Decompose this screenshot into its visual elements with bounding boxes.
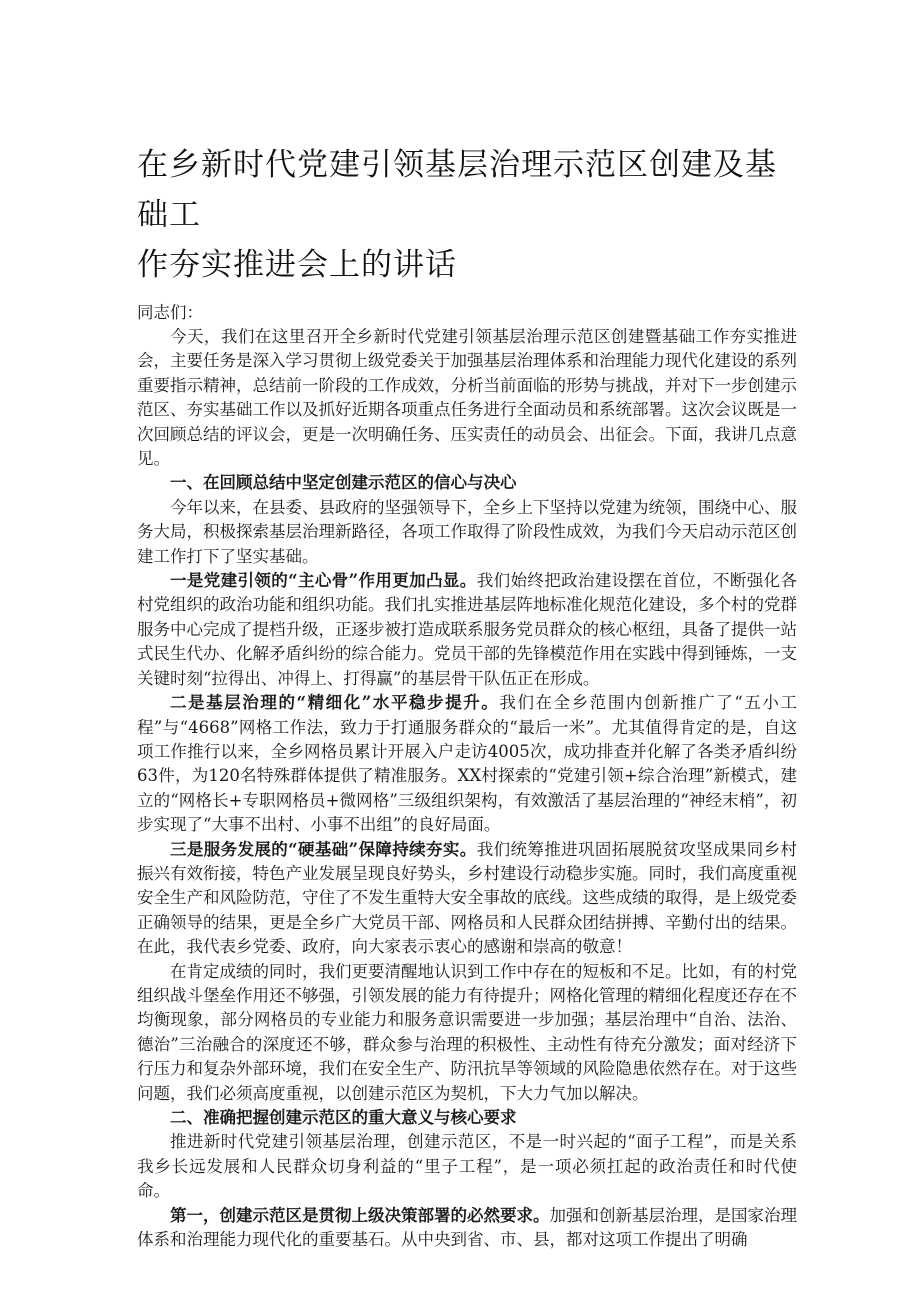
point-3-body: 我们统筹推进巩固拓展脱贫攻坚成果同乡村振兴有效衔接，特色产业发展呈现良好势头，乡村建设行动稳步实施。同时，我们高度重视安全生产和风险防范，守住了不发生重特大安全事故的底线。这些成绩的取得，是上级党委正确领导的结果，更是全乡广大党员干部、网格员和人民群众团结拼搏、辛勤付出的结果。在此，我代表乡党委、政府，向大家表示衷心的感谢和崇高的敬意！ [137, 839, 798, 957]
section-1-intro: 今年以来，在县委、县政府的坚强领导下，全乡上下坚持以党建为统领，围绕中心、服务大局，积极探索基层治理新路径，各项工作取得了阶段性成效，为我们今天启动示范区创建工作打下了坚实基础。 [137, 497, 797, 566]
intro-paragraph: 今天，我们在这里召开全乡新时代党建引领基层治理示范区创建暨基础工作夯实推进会，主要任务是深入学习贯彻上级党委关于加强基层治理体系和治理能力现代化建设的系列重要指示精神，总结前一阶段的工作成效，分析当前面临的形势与挑战，并对下一步创建示范区、夯实基础工作以及抓好近期各项重点任务进行全面动员和系统部署。这次会议既是一次回顾总结的评议会，更是一次明确任务、压实责任的动员会、出征会。下面，我讲几点意见。 [137, 327, 797, 469]
first-point-lead: 第一，创建示范区是贯彻上级决策部署的必然要求。 [170, 1205, 550, 1225]
paragraph-point-1 [137, 569, 797, 691]
paragraph-point-2 [137, 691, 797, 837]
point-2-lead: 二是基层治理的“精细化”水平稳步提升。 [170, 693, 500, 713]
salutation: 同志们： [137, 303, 203, 322]
section-2-intro: 推进新时代党建引领基层治理，创建示范区，不是一时兴起的“面子工程”，而是关系我乡长远发展和人民群众切身利益的“里子工程”，是一项必须扛起的政治责任和时代使命。 [137, 1132, 797, 1201]
paragraph-first-point [137, 1204, 797, 1253]
paragraph-point-3 [137, 838, 797, 960]
shortcomings-paragraph: 在肯定成绩的同时，我们更要清醒地认识到工作中存在的短板和不足。比如，有的村党组织战斗堡垒作用还不够强，引领发展的能力有待提升；网格化管理的精细化程度还存在不均衡现象，部分网格员的专业能力和服务意识需要进一步加强；基层治理中“自治、法治、德治”三治融合的深度还不够，群众参与治理的积极性、主动性有待充分激发；面对经济下行压力和复杂外部环境，我们在安全生产、防汛抗旱等领域的风险隐患依然存在。对于这些问题，我们必须高度重视，以创建示范区为契机，下大力气加以解决。 [137, 961, 797, 1103]
section-1-heading: 一、在回顾总结中坚定创建示范区的信心与决心 [170, 473, 517, 493]
document-title [137, 140, 797, 290]
title-line-1: 在乡新时代党建引领基层治理示范区创建及基础工 [137, 147, 777, 233]
first-point-body: 加强和创新基层治理，是国家治理体系和治理能力现代化的重要基石。从中央到省、市、县，都对这项工作提出了明确 [137, 1205, 797, 1250]
title-line-2: 作夯实推进会上的讲话 [137, 247, 457, 283]
point-3-lead: 三是服务发展的“硬基础”保障持续夯实。 [170, 839, 477, 859]
point-2-body: 我们在全乡范围内创新推广了“五小工程”与“4668”网格工作法，致力于打通服务群众的“最后一米”。尤其值得肯定的是，自这项工作推行以来，全乡网格员累计开展入户走访4005次，成功排查并化解了各类矛盾纠纷63件，为120名特殊群体提供了精准服务。XX村探索的“党建引领+综合治理”新模式，建立的“网格长+专职网格员+微网格”三级组织架构，有效激活了基层治理的“神经末梢”，初步实现了“大事不出村、小事不出组”的良好局面。 [137, 693, 798, 835]
section-2-heading: 二、准确把握创建示范区的重大意义与核心要求 [170, 1108, 517, 1127]
point-1-lead: 一是党建引领的“主心骨”作用更加凸显。 [170, 571, 477, 591]
document-page [137, 140, 797, 1252]
point-1-body: 我们始终把政治建设摆在首位，不断强化各村党组织的政治功能和组织功能。我们扎实推进基层阵地标准化规范化建设，多个村的党群服务中心完成了提档升级，正逐步被打造成联系服务党员群众的核心枢纽，具备了提供一站式民生代办、化解矛盾纠纷的综合能力。党员干部的先锋模范作用在实践中得到锤炼，一支关键时刻“拉得出、冲得上、打得赢”的基层骨干队伍正在形成。 [137, 571, 798, 688]
